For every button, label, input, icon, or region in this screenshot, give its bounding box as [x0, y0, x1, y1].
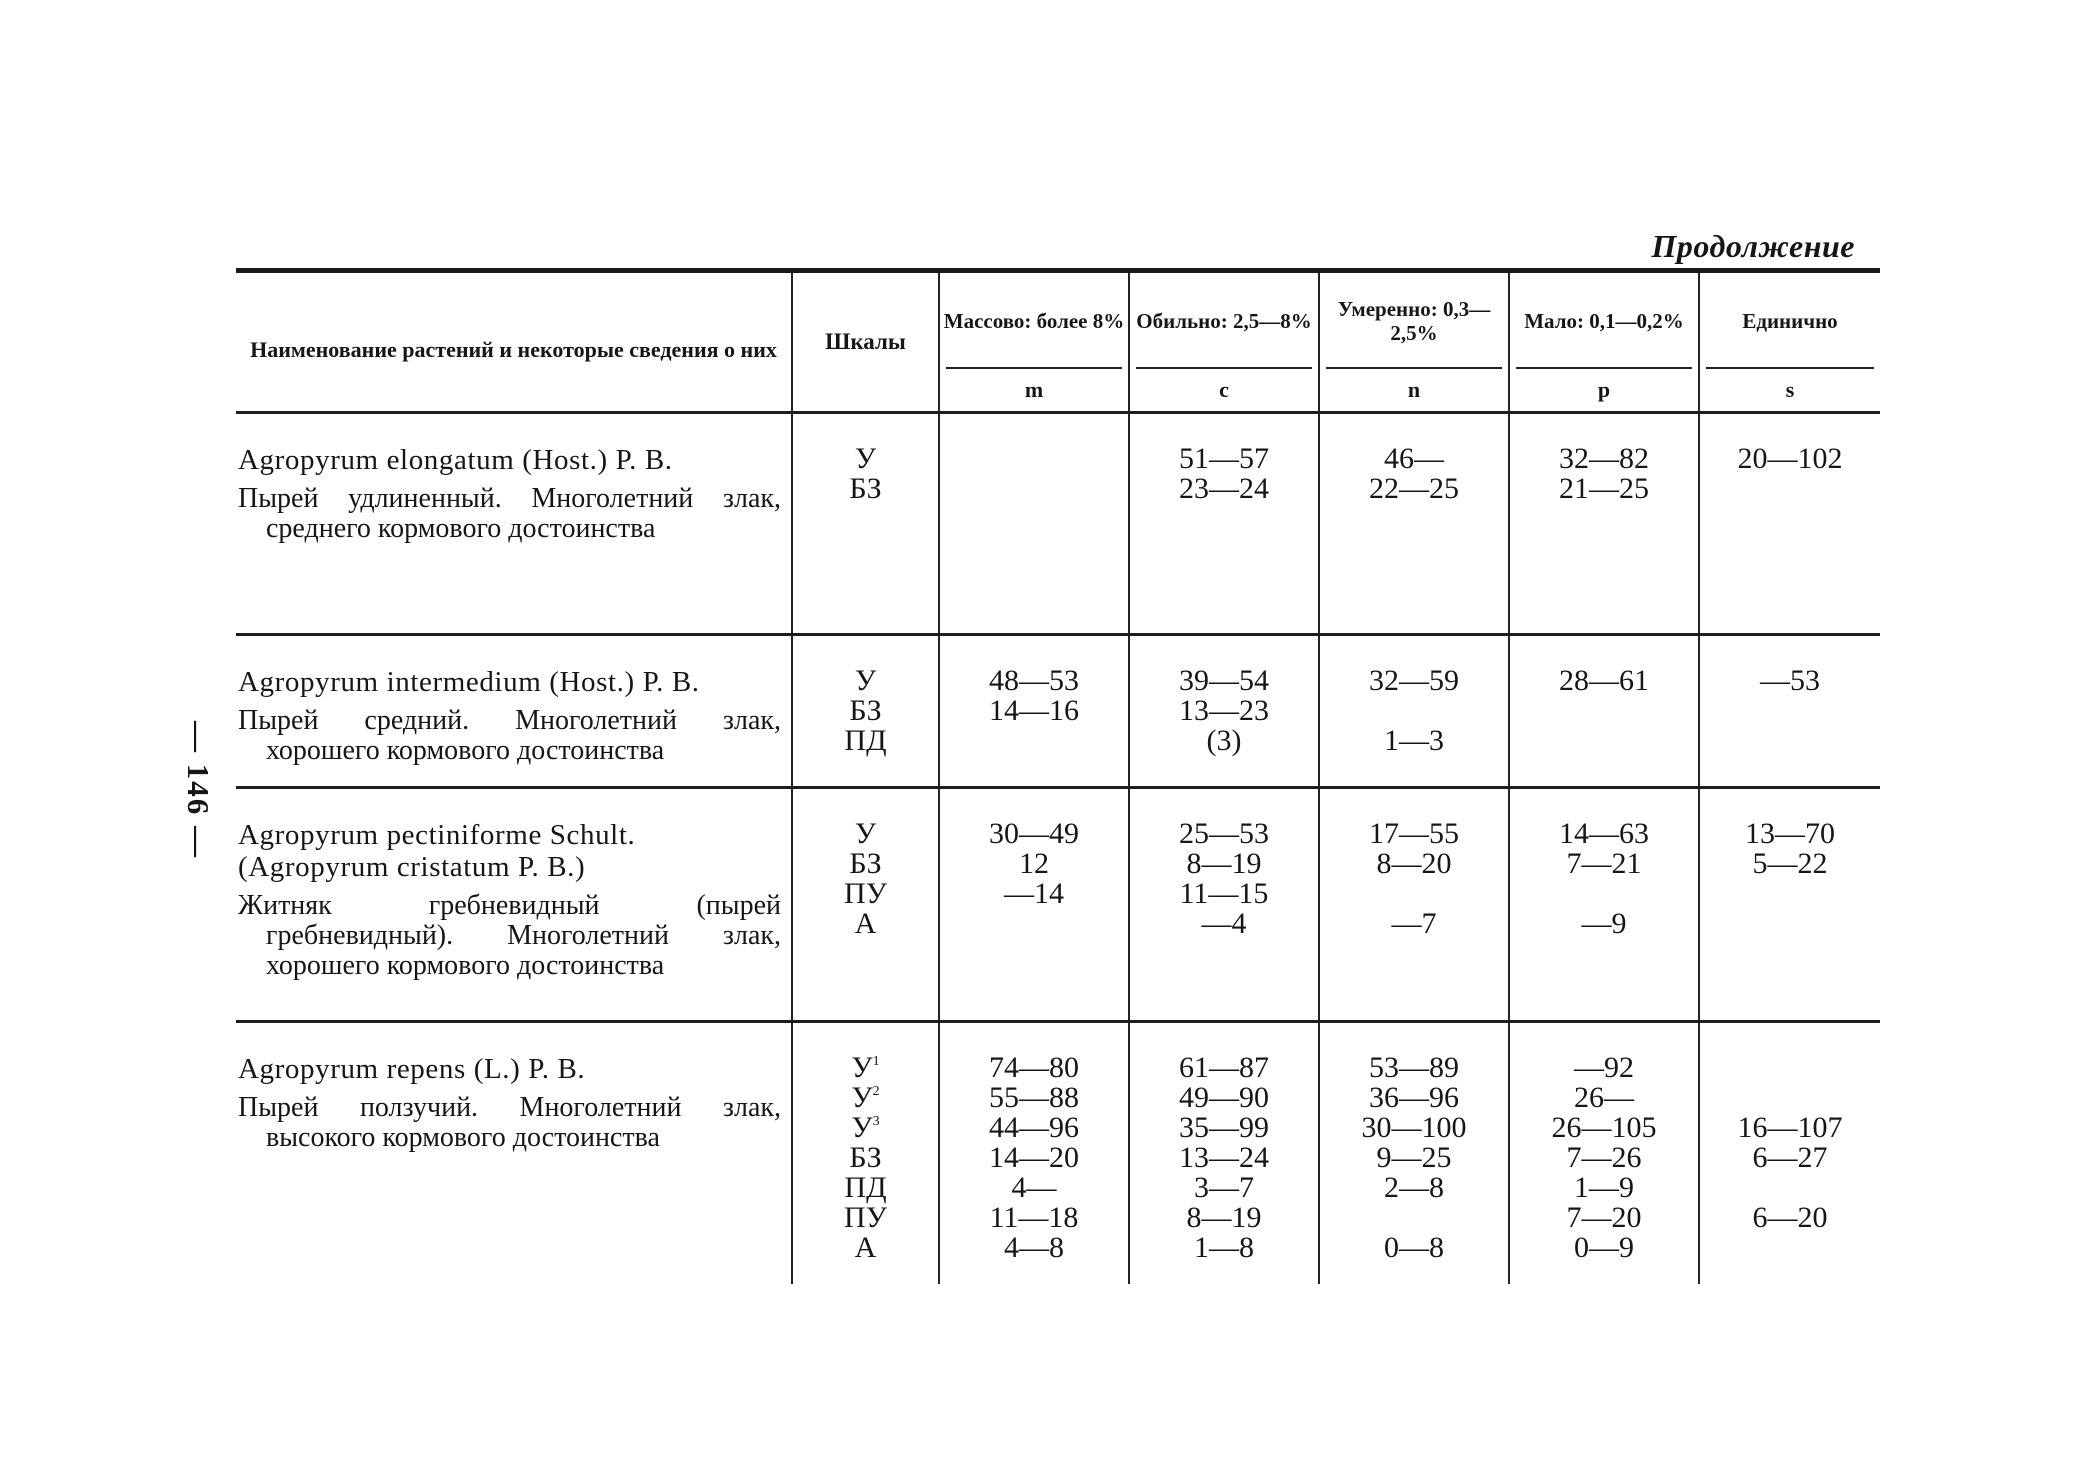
plant-name-cell [236, 788, 792, 1022]
value: 4— [1011, 1171, 1057, 1204]
scale-code: БЗ [849, 1141, 882, 1174]
value: 53—89 [1369, 1051, 1459, 1084]
value: 8—19 [1186, 1201, 1262, 1234]
header-scale-column: Шкалы [792, 271, 939, 413]
value [1700, 1233, 1880, 1263]
scale-subscript: 3 [872, 1114, 880, 1129]
value: 1—3 [1384, 724, 1444, 757]
value: (3) [1206, 724, 1242, 757]
value: 55—88 [989, 1081, 1079, 1114]
value: 14—63 [1559, 817, 1649, 850]
scale-subscript: 2 [872, 1084, 880, 1099]
value: 22—25 [1369, 472, 1459, 505]
value: 16—107 [1737, 1111, 1843, 1144]
latin-name: Agropyrum repens (L.) P. B. [238, 1053, 586, 1085]
value [940, 474, 1128, 504]
plant-description: Пырей средний. Многолетний злак, хорошего кормового достоинства [238, 705, 781, 766]
scale-code: $У^3$ [851, 1111, 880, 1144]
value: —53 [1760, 664, 1820, 697]
value: —4 [1201, 907, 1247, 940]
value: 30—100 [1361, 1111, 1467, 1144]
value-cell-s [1699, 635, 1880, 788]
value: 13—70 [1745, 817, 1835, 850]
plant-description: Житняк гребневидный (пырей гребневидный). Многолетний злак, хорошего кормового достоинства [238, 890, 781, 981]
value-cell-n [1319, 413, 1509, 635]
value-cell-c [1129, 788, 1319, 1022]
scale-cell [792, 413, 939, 635]
value [1700, 1053, 1880, 1083]
header-name-column [236, 271, 792, 413]
value: 4—8 [1004, 1231, 1064, 1264]
value: 46— [1384, 442, 1444, 475]
table-header [236, 271, 1880, 413]
header-edinichno-label: Единично [1742, 309, 1838, 333]
value-cell-c [1129, 413, 1319, 635]
scale-cell [792, 1022, 939, 1284]
value: —14 [1004, 877, 1064, 910]
value: 13—23 [1179, 694, 1269, 727]
value [940, 444, 1128, 474]
value-cell-c [1129, 635, 1319, 788]
value [1510, 696, 1698, 726]
scale-code: У [854, 664, 877, 697]
value: 32—82 [1559, 442, 1649, 475]
value [1700, 909, 1880, 939]
value-cell-p [1509, 1022, 1699, 1284]
value: 8—20 [1376, 847, 1452, 880]
value: 1—9 [1574, 1171, 1634, 1204]
scale-subscript: 1 [872, 1054, 880, 1069]
value: —7 [1391, 907, 1437, 940]
value-cell-m [939, 635, 1129, 788]
value-cell-m [939, 788, 1129, 1022]
value: 21—25 [1559, 472, 1649, 505]
scale-code: ПД [844, 1171, 887, 1204]
value: 0—8 [1384, 1231, 1444, 1264]
value-cell-s [1699, 1022, 1880, 1284]
value: 23—24 [1179, 472, 1269, 505]
header-malo-label: Мало: 0,1—0,2% [1524, 309, 1684, 333]
plant-description: Пырей удлиненный. Многолетний злак, среднего кормового достоинства [238, 483, 781, 544]
header-obilno [1129, 271, 1319, 370]
value-cell-p [1509, 413, 1699, 635]
value [1510, 879, 1698, 909]
value: 25—53 [1179, 817, 1269, 850]
scale-code: А [854, 1231, 877, 1264]
value: 26—105 [1551, 1111, 1657, 1144]
scale-code: ПУ [844, 877, 887, 910]
value: 39—54 [1179, 664, 1269, 697]
value [1510, 726, 1698, 756]
value [1700, 696, 1880, 726]
value: 14—16 [989, 694, 1079, 727]
value-cell-s [1699, 788, 1880, 1022]
header-letter-p: p [1509, 369, 1699, 413]
plant-name-cell [236, 413, 792, 635]
value: 48—53 [989, 664, 1079, 697]
scale-code: А [854, 907, 877, 940]
value [1320, 879, 1508, 909]
table-row [236, 635, 1880, 788]
value: 49—90 [1179, 1081, 1269, 1114]
plant-description: Пырей ползучий. Многолетний злак, высокого кормового достоинства [238, 1092, 781, 1153]
value: 9—25 [1376, 1141, 1452, 1174]
value: 35—99 [1179, 1111, 1269, 1144]
value: 11—15 [1179, 877, 1269, 910]
value: 28—61 [1559, 664, 1649, 697]
value: 0—9 [1574, 1231, 1634, 1264]
value: 7—20 [1566, 1201, 1642, 1234]
value: 6—20 [1752, 1201, 1828, 1234]
plant-abundance-table [236, 268, 1880, 1284]
value: 5—22 [1752, 847, 1828, 880]
value: 2—8 [1384, 1171, 1444, 1204]
value-cell-p [1509, 788, 1699, 1022]
header-obilno-label: Обильно: 2,5—8% [1136, 309, 1312, 333]
value [1700, 474, 1880, 504]
value-cell-m [939, 413, 1129, 635]
value [940, 909, 1128, 939]
value-cell-n [1319, 635, 1509, 788]
scale-cell [792, 635, 939, 788]
scale-code: ПД [844, 724, 887, 757]
page-number: — 146 — [181, 721, 216, 859]
value [1700, 1083, 1880, 1113]
scale-code: У [854, 442, 877, 475]
value: 3—7 [1194, 1171, 1254, 1204]
plant-name-cell [236, 635, 792, 788]
scale-code: У [854, 817, 877, 850]
value [1700, 1173, 1880, 1203]
value: 7—26 [1566, 1141, 1642, 1174]
header-edinichno [1699, 271, 1880, 370]
table-row [236, 413, 1880, 635]
value-cell-c [1129, 1022, 1319, 1284]
header-letter-m: m [939, 369, 1129, 413]
scale-code: БЗ [849, 472, 882, 505]
header-umerenno-label: Умеренно: 0,3—2,5% [1337, 297, 1491, 345]
value: —9 [1581, 907, 1627, 940]
value: 44—96 [989, 1111, 1079, 1144]
value [1700, 726, 1880, 756]
latin-name: Agropyrum intermedium (Host.) P. B. [238, 666, 700, 698]
table-body [236, 413, 1880, 1284]
value: 11—18 [989, 1201, 1079, 1234]
value: 8—19 [1186, 847, 1262, 880]
value: 13—24 [1179, 1141, 1269, 1174]
table-row [236, 788, 1880, 1022]
value: 61—87 [1179, 1051, 1269, 1084]
header-massovo-label: Массово: более 8% [943, 309, 1125, 333]
plant-name-cell [236, 1022, 792, 1284]
value-cell-n [1319, 788, 1509, 1022]
scale-code: БЗ [849, 694, 882, 727]
value: 74—80 [989, 1051, 1079, 1084]
scale-code: $У^2$ [851, 1081, 880, 1114]
table-row [236, 1022, 1880, 1284]
scale-cell [792, 788, 939, 1022]
header-letter-s: s [1699, 369, 1880, 413]
value [1700, 879, 1880, 909]
header-name-label: Наименование растений и некоторые сведения о них [250, 337, 777, 362]
value: 51—57 [1179, 442, 1269, 475]
value: 14—20 [989, 1141, 1079, 1174]
latin-name: Agropyrum pectiniforme Schult. (Agropyrum cristatum P. B.) [238, 819, 636, 883]
value: 6—27 [1752, 1141, 1828, 1174]
value: 7—21 [1566, 847, 1642, 880]
table-continuation-caption: Продолжение [1651, 228, 1855, 264]
value [940, 726, 1128, 756]
scale-code: БЗ [849, 847, 882, 880]
value: 1—8 [1194, 1231, 1254, 1264]
value: 30—49 [989, 817, 1079, 850]
value-cell-p [1509, 635, 1699, 788]
value: 17—55 [1369, 817, 1459, 850]
value [1320, 696, 1508, 726]
header-letter-c: c [1129, 369, 1319, 413]
value-cell-n [1319, 1022, 1509, 1284]
header-massovo [939, 271, 1129, 370]
value: 32—59 [1369, 664, 1459, 697]
scale-code: $У^1$ [851, 1051, 880, 1084]
header-umerenno [1319, 271, 1509, 370]
value: 26— [1574, 1081, 1634, 1114]
value [1320, 1203, 1508, 1233]
value-cell-m [939, 1022, 1129, 1284]
value-cell-s [1699, 413, 1880, 635]
latin-name: Agropyrum elongatum (Host.) P. B. [238, 444, 673, 476]
header-letter-n: n [1319, 369, 1509, 413]
header-malo [1509, 271, 1699, 370]
value: —92 [1574, 1051, 1634, 1084]
value: 12 [1019, 847, 1049, 880]
value: 36—96 [1369, 1081, 1459, 1114]
scale-code: ПУ [844, 1201, 887, 1234]
value: 20—102 [1737, 442, 1843, 475]
